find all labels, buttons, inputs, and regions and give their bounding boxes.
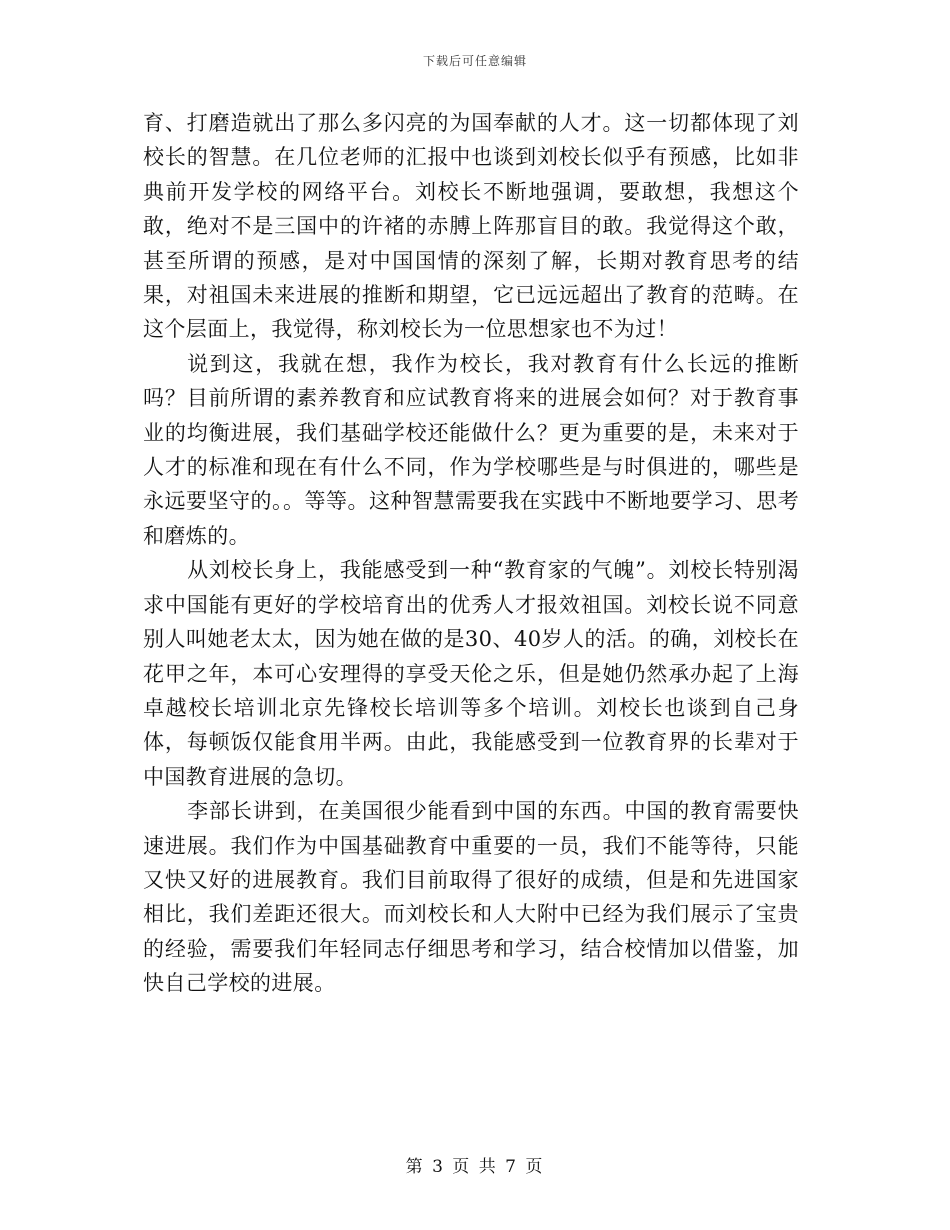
- paragraph-3: 从刘校长身上，我能感受到一种“教育家的气魄”。刘校长特别渴求中国能有更好的学校培育出的优秀人才报效祖国。刘校长说不同意别人叫她老太太，因为她在做的是30、40岁人的活。的确，刘校长在花甲之年，本可心安理得的享受天伦之乐，但是她仍然承办起了上海卓越校长培训北京先锋校长培训等多个培训。刘校长也谈到自己身体，每顿饭仅能食用半两。由此，我能感受到一位教育界的长辈对于中国教育进展的急切。: [143, 558, 799, 789]
- document-body: [143, 106, 799, 1001]
- paragraph-2: 说到这，我就在想，我作为校长，我对教育有什么长远的推断吗？目前所谓的素养教育和应试教育将来的进展会如何？对于教育事业的均衡进展，我们基础学校还能做什么？更为重要的是，未来对于人才的标准和现在有什么不同，作为学校哪些是与时俱进的，哪些是永远要坚守的。。等等。这种智慧需要我在实践中不断地要学习、思考和磨炼的。: [143, 351, 799, 548]
- paragraph-4: 李部长讲到，在美国很少能看到中国的东西。中国的教育需要快速进展。我们作为中国基础教育中重要的一员，我们不能等待，只能又快又好的进展教育。我们目前取得了很好的成绩，但是和先进国家相比，我们差距还很大。而刘校长和人大附中已经为我们展示了宝贵的经验，需要我们年轻同志仔细思考和学习，结合校情加以借鉴，加快自己学校的进展。: [143, 799, 799, 996]
- page-header: 下载后可任意编辑: [422, 54, 527, 68]
- page-footer: 第 3 页 共 7 页: [405, 1157, 545, 1177]
- paragraph-1: 育、打磨造就出了那么多闪亮的为国奉献的人才。这一切都体现了刘校长的智慧。在几位老师的汇报中也谈到刘校长似乎有预感，比如非典前开发学校的网络平台。刘校长不断地强调，要敢想，我想这个敢，绝对不是三国中的许褚的赤膊上阵那盲目的敢。我觉得这个敢，甚至所谓的预感，是对中国国情的深刻了解，长期对教育思考的结果，对祖国未来进展的推断和期望，它已远远超出了教育的范畴。在这个层面上，我觉得，称刘校长为一位思想家也不为过！: [143, 111, 799, 342]
